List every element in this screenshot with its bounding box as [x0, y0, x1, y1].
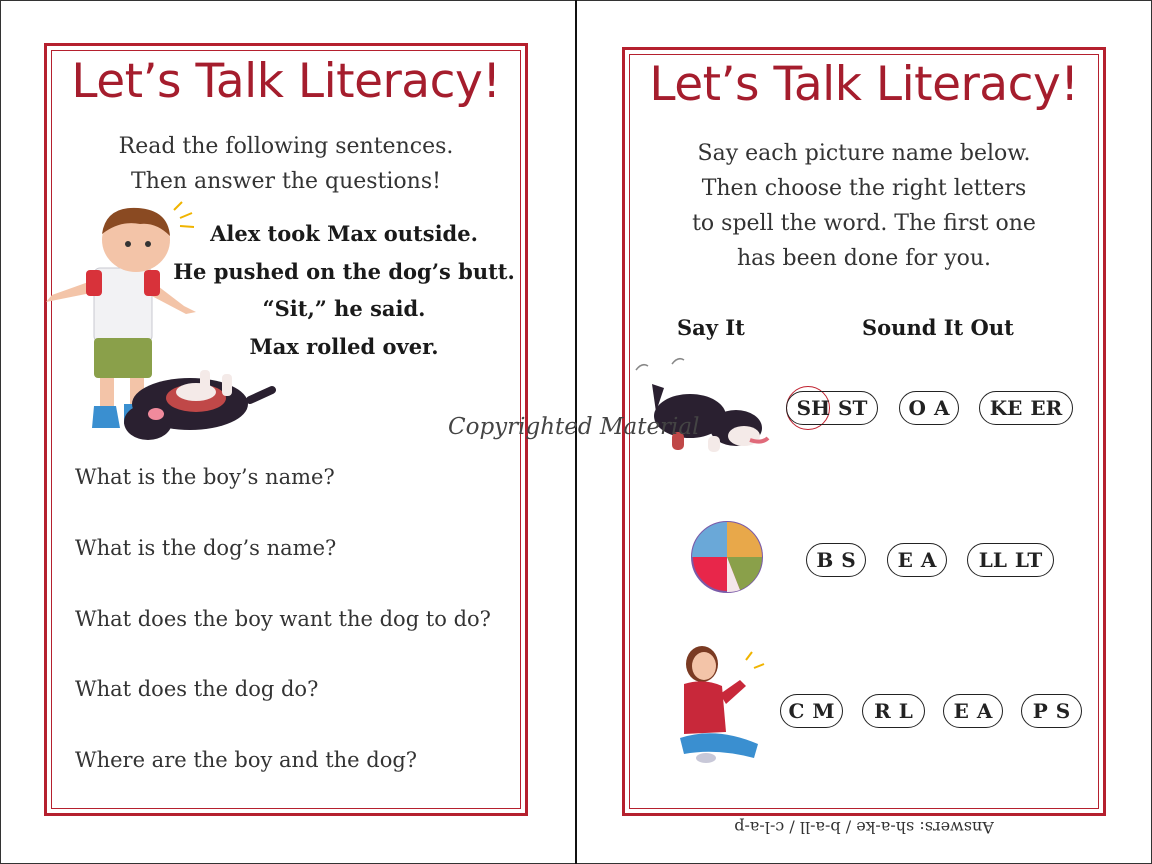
ball-illustration	[690, 520, 764, 594]
right-page-instructions: Say each picture name below. Then choose the right letters to spell the word. The first one has been done for you.	[692, 141, 1036, 271]
story-sentences	[170, 215, 518, 365]
letter-choice-pill[interactable]: LL LT	[967, 543, 1054, 577]
copyright-watermark: Copyrighted Material	[448, 414, 700, 440]
story-line: Max rolled over.	[249, 333, 439, 359]
question-3: What does the boy want the dog to do?	[75, 607, 491, 631]
question-2: What is the dog’s name?	[75, 536, 337, 560]
question-1: What is the boy’s name?	[75, 465, 335, 489]
letter-choice-pill[interactable]: O A	[899, 391, 959, 425]
right-page-title: Let’s Talk Literacy!	[649, 57, 1079, 112]
letter-choice-pill[interactable]: C M	[780, 694, 843, 728]
letter-choice-pill[interactable]: P S	[1021, 694, 1082, 728]
letter-choice-pill[interactable]: R L	[862, 694, 925, 728]
girl-clapping-illustration	[676, 642, 772, 772]
column-header-sound-it-out: Sound It Out	[862, 315, 1014, 340]
question-4: What does the dog do?	[75, 677, 319, 701]
story-line: He pushed on the dog’s butt.	[173, 258, 515, 284]
left-page-instructions: Read the following sentences. Then answer the questions!	[118, 134, 454, 194]
story-line: Alex took Max outside.	[210, 221, 478, 246]
column-header-say-it: Say It	[677, 315, 745, 340]
dog-shaking-illustration	[632, 352, 774, 458]
letter-choice-pill[interactable]: KE ER	[979, 391, 1073, 425]
story-line: “Sit,” he said.	[262, 296, 426, 321]
letter-choice-pill[interactable]: SH ST	[786, 391, 878, 425]
letter-choice-pill[interactable]: E A	[887, 543, 947, 577]
upside-down-answers: Answers: sh-a-ke / b-a-ll / c-l-a-p	[734, 818, 994, 837]
question-5: Where are the boy and the dog?	[75, 748, 418, 772]
letter-choice-pill[interactable]: B S	[806, 543, 866, 577]
letter-choice-pill[interactable]: E A	[943, 694, 1003, 728]
dog-rolling-illustration	[100, 362, 280, 452]
left-page-title: Let’s Talk Literacy!	[71, 54, 501, 109]
